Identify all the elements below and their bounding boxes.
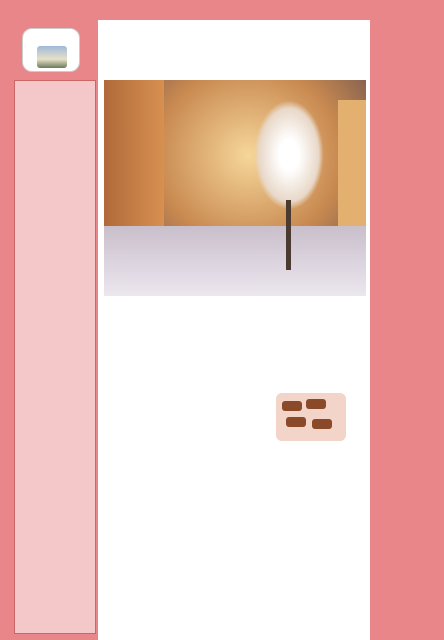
main-panel [98,20,370,640]
snow-ground [104,226,366,296]
ads-row-1 [100,544,368,584]
days-list [14,80,96,634]
tree-trunk [286,200,291,270]
association-logo [22,28,80,72]
building-left [104,80,164,250]
ads-row-2 [100,588,368,628]
piazza-photo [104,80,366,296]
mastazzoli-photo [276,393,346,441]
snowy-tree [254,100,324,210]
logo-picture [37,46,67,68]
binding-holes [3,80,11,634]
page-title [98,36,370,61]
